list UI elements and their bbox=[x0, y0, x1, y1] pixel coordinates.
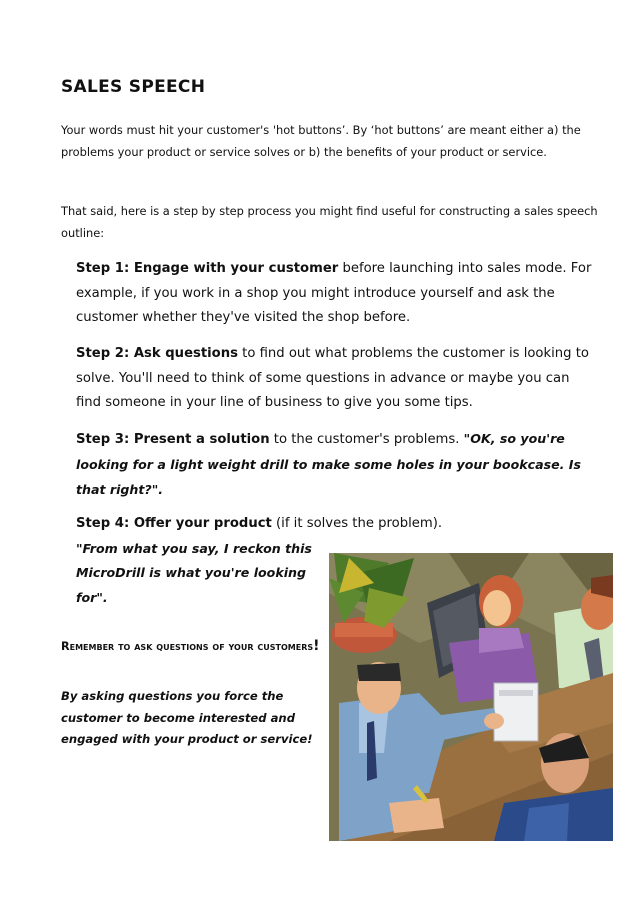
lead-paragraph: That said, here is a step by step process you might find useful for constructing a sales speech outline: bbox=[61, 204, 598, 240]
step-1-heading: Step 1: Engage with your customer bbox=[76, 261, 339, 276]
step-3 bbox=[76, 427, 596, 504]
advice-text: By asking questions you force the customer to become interested and engaged with your product or service! bbox=[61, 689, 313, 746]
business-meeting-clipart bbox=[329, 553, 613, 841]
remember-heading-text: Remember to ask questions of your customers bbox=[61, 640, 314, 653]
remember-heading-mark: ! bbox=[313, 638, 320, 654]
step-3-heading: Step 3: Present a solution bbox=[76, 432, 270, 447]
step-4-quote: "From what you say, I reckon this MicroDrill is what you're looking for". bbox=[76, 540, 312, 605]
remember-heading bbox=[61, 637, 321, 656]
step-2-text: to find out what problems the customer is looking to solve. You'll need to think of some questions in advance or maybe you can find someone in your line of business to give you some tips. bbox=[76, 346, 589, 410]
step-2-heading: Step 2: Ask questions bbox=[76, 346, 238, 361]
intro-paragraph: Your words must hit your customer's 'hot buttons’. By ‘hot buttons’ are meant either a) the problems your product or service solves or b) the benefits of your product or service. bbox=[61, 123, 581, 159]
step-4-text: (if it solves the problem). bbox=[271, 516, 443, 531]
step-4-heading: Step 4: Offer your product bbox=[76, 516, 272, 531]
step-2 bbox=[76, 342, 596, 416]
page-title: SALES SPEECH bbox=[61, 77, 206, 97]
step-1 bbox=[76, 257, 596, 331]
step-3-quote: "OK, so you're looking for a light weight drill to make some holes in your bookcase. Is that right?". bbox=[76, 431, 581, 497]
step-1-text: before launching into sales mode. For example, if you work in a shop you might introduce yourself and ask the customer whether they've visited the shop before. bbox=[76, 261, 592, 325]
step-3-text: to the customer's problems. bbox=[269, 432, 464, 447]
